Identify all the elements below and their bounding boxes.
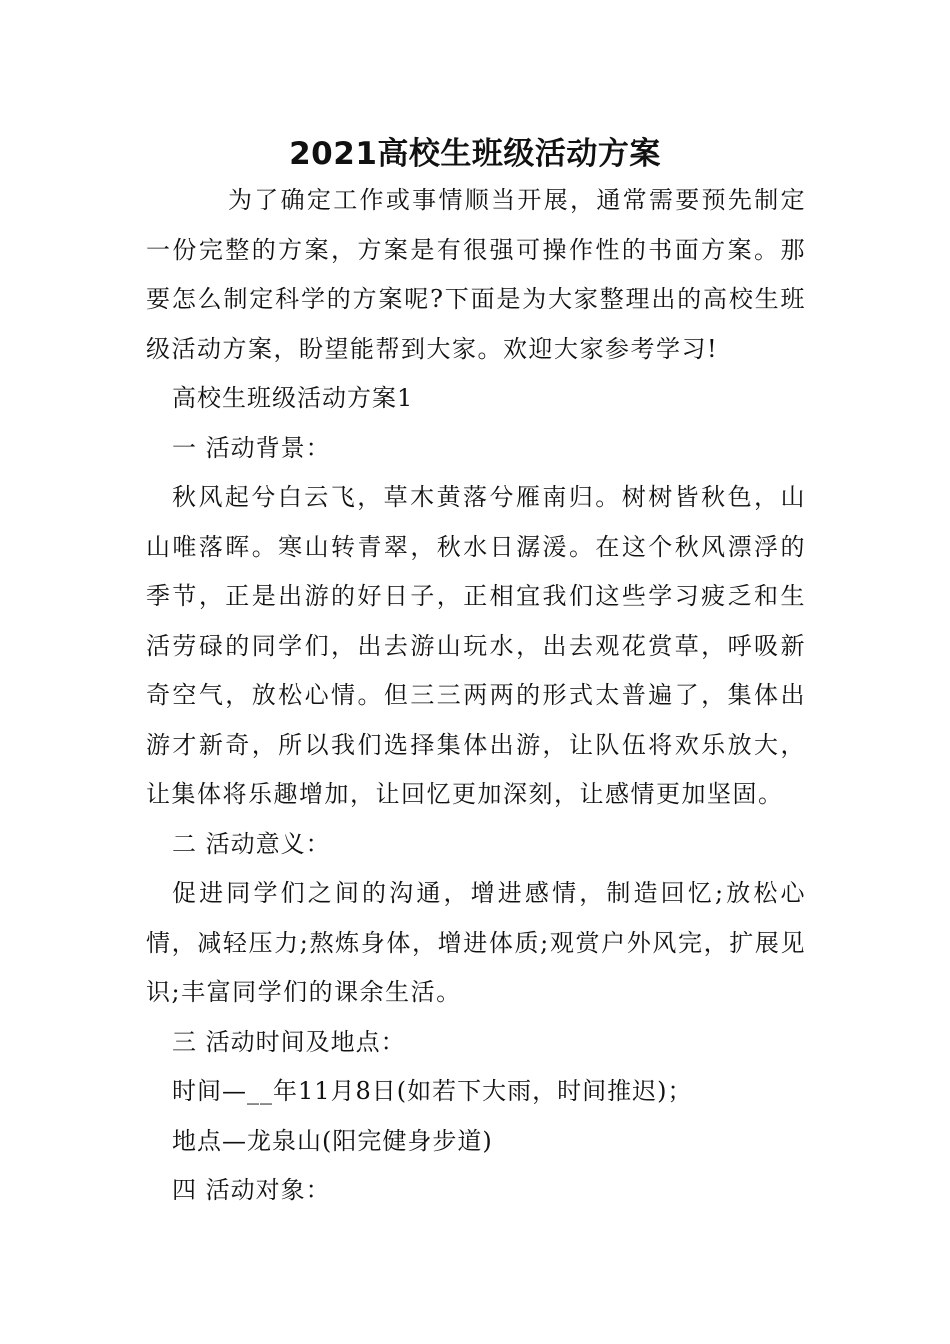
subheading-participants: 四 活动对象：: [172, 1176, 331, 1204]
subheading-background: 一 活动背景：: [172, 433, 331, 462]
section-heading: 高校生班级活动方案1: [172, 384, 414, 412]
subheading-significance: 二 活动意义：: [172, 829, 331, 858]
document-body: [146, 176, 806, 1216]
time-line: 时间—__年11月8日(如若下大雨，时间推迟)；: [172, 1077, 693, 1105]
intro-paragraph: 为了确定工作或事情顺当开展，通常需要预先制定一份完整的方案，方案是有很强可操作性的书面方案。那要怎么制定科学的方案呢?下面是为大家整理出的高校生班级活动方案，盼望能帮到大家。欢迎大家参考学习!: [146, 186, 806, 363]
document-title: 2021高校生班级活动方案: [289, 136, 661, 172]
significance-paragraph: 促进同学们之间的沟通，增进感情，制造回忆;放松心情，减轻压力;熬炼身体，增进体质;观赏户外风完，扩展见识;丰富同学们的课余生活。: [146, 879, 806, 1006]
subheading-time-place: 三 活动时间及地点：: [172, 1027, 406, 1056]
place-line: 地点—龙泉山(阳完健身步道): [172, 1126, 493, 1155]
background-paragraph: 秋风起兮白云飞，草木黄落兮雁南归。树树皆秋色，山山唯落晖。寒山转青翠，秋水日潺湲。在这个秋风漂浮的季节，正是出游的好日子，正相宜我们这些学习疲乏和生活劳碌的同学们，出去游山玩水，出去观花赏草，呼吸新奇空气，放松心情。但三三两两的形式太普遍了，集体出游才新奇，所以我们选择集体出游，让队伍将欢乐放大，让集体将乐趣增加，让回忆更加深刻，让感情更加坚固。: [146, 483, 806, 808]
